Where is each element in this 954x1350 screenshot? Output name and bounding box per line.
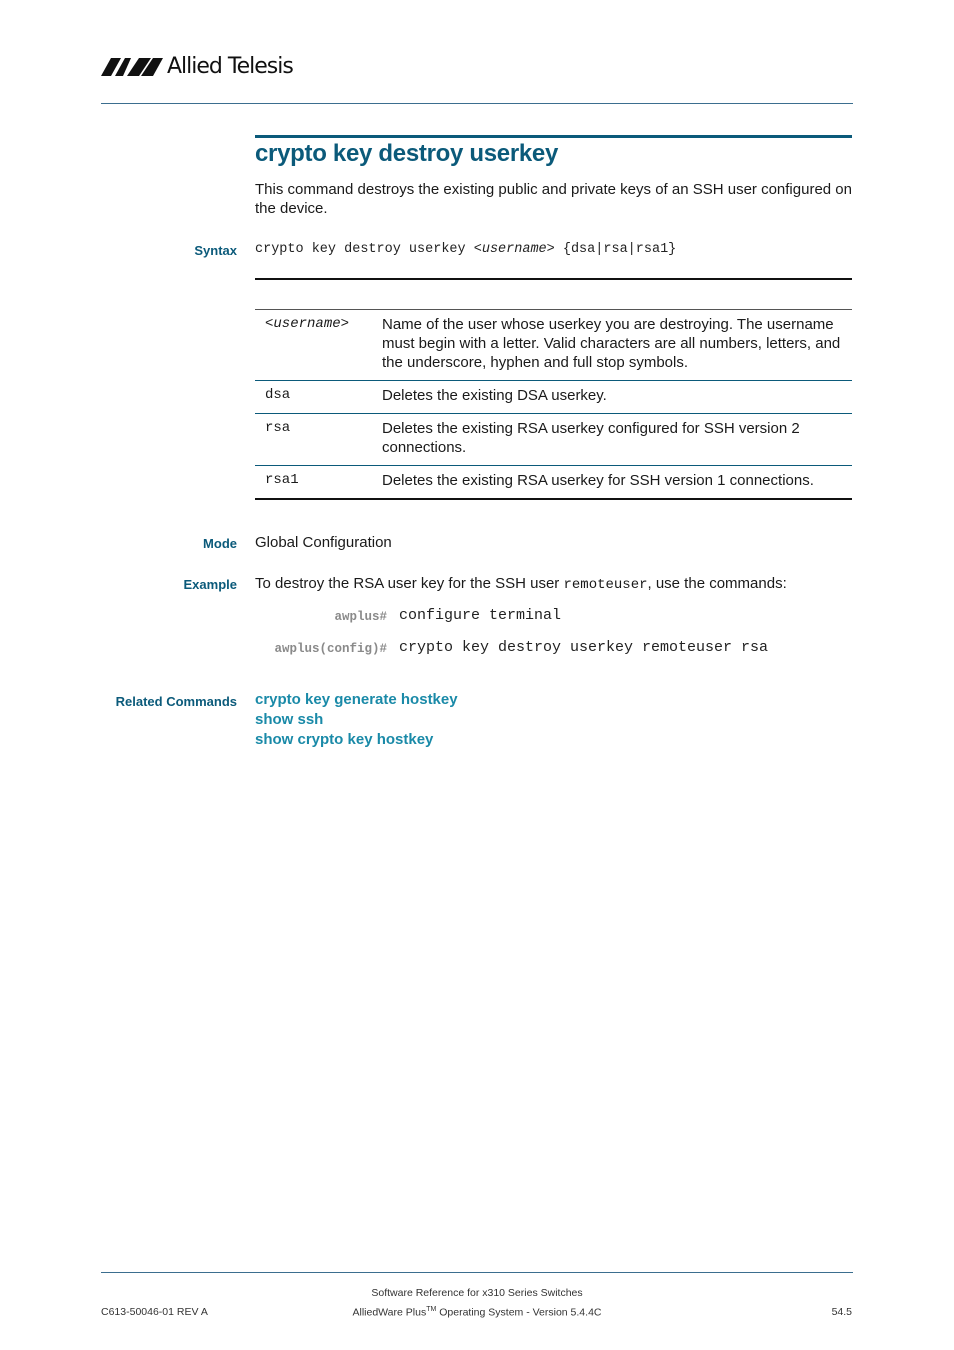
page-title: crypto key destroy userkey <box>255 140 559 167</box>
syntax-after: > {dsa|rsa|rsa1} <box>546 242 677 257</box>
param-description: Deletes the existing DSA userkey. <box>382 387 607 404</box>
syntax-param: username <box>481 242 547 257</box>
header-divider <box>101 103 853 104</box>
param-name: rsa1 <box>265 472 299 488</box>
footer-product-name: AlliedWare Plus <box>352 1306 427 1319</box>
logo-text: Allied Telesis <box>167 53 293 79</box>
footer-doc-id: C613-50046-01 REV A <box>101 1306 208 1318</box>
cli-prompt: awplus# <box>334 610 387 624</box>
param-description: Deletes the existing RSA userkey for SSH version 1 connections. <box>382 472 814 489</box>
footer-doc-title: Software Reference for x310 Series Switches <box>371 1287 583 1299</box>
table-top-rule <box>255 278 852 280</box>
example-text-after: , use the commands: <box>647 575 787 592</box>
cli-command: crypto key destroy userkey remoteuser rsa <box>399 639 769 656</box>
footer-product-version: Operating System - Version 5.4.4C <box>436 1306 602 1319</box>
related-link-crypto-key-generate-hostkey[interactable]: crypto key generate hostkey <box>255 691 458 708</box>
param-name: dsa <box>265 387 291 403</box>
example-label: Example <box>183 577 237 592</box>
param-name: <username> <box>265 316 350 332</box>
command-description: This command destroys the existing public and private keys of an SSH user configured on the device. <box>255 181 852 217</box>
syntax-line <box>255 242 676 257</box>
param-description: Deletes the existing RSA userkey configured for SSH version 2 connections. <box>382 420 800 456</box>
param-username: username <box>273 316 341 332</box>
footer-page-number: 54.5 <box>831 1306 852 1318</box>
syntax-label: Syntax <box>194 243 237 258</box>
table-row <box>255 381 852 414</box>
example-text-before: To destroy the RSA user key for the SSH user <box>255 575 564 592</box>
cli-prompt: awplus(config)# <box>274 642 387 656</box>
related-link-show-crypto-key-hostkey[interactable]: show crypto key hostkey <box>255 731 434 748</box>
allied-telesis-logo-icon <box>101 56 163 76</box>
related-link-show-ssh[interactable]: show ssh <box>255 711 324 728</box>
related-commands-list <box>255 690 458 750</box>
param-description: Name of the user whose userkey you are destroying. The username must begin with a letter. Valid characters are all numbers, letters, and the underscore, hyphen and full stop symbols. <box>382 316 841 371</box>
title-rule <box>255 135 852 138</box>
table-row <box>255 466 852 500</box>
footer-divider <box>101 1272 853 1273</box>
cli-command: configure terminal <box>399 607 562 624</box>
mode-label: Mode <box>203 536 237 551</box>
allied-telesis-logo <box>101 52 293 80</box>
mode-value: Global Configuration <box>255 534 392 551</box>
syntax-before: crypto key destroy userkey < <box>255 242 482 257</box>
param-name: rsa <box>265 420 291 436</box>
footer-trademark: TM <box>426 1306 437 1313</box>
example-text <box>255 574 787 595</box>
related-commands-label: Related Commands <box>115 694 237 709</box>
table-row <box>255 310 852 381</box>
example-text-code: remoteuser <box>563 577 648 593</box>
table-row <box>255 414 852 466</box>
parameter-table <box>255 309 852 500</box>
